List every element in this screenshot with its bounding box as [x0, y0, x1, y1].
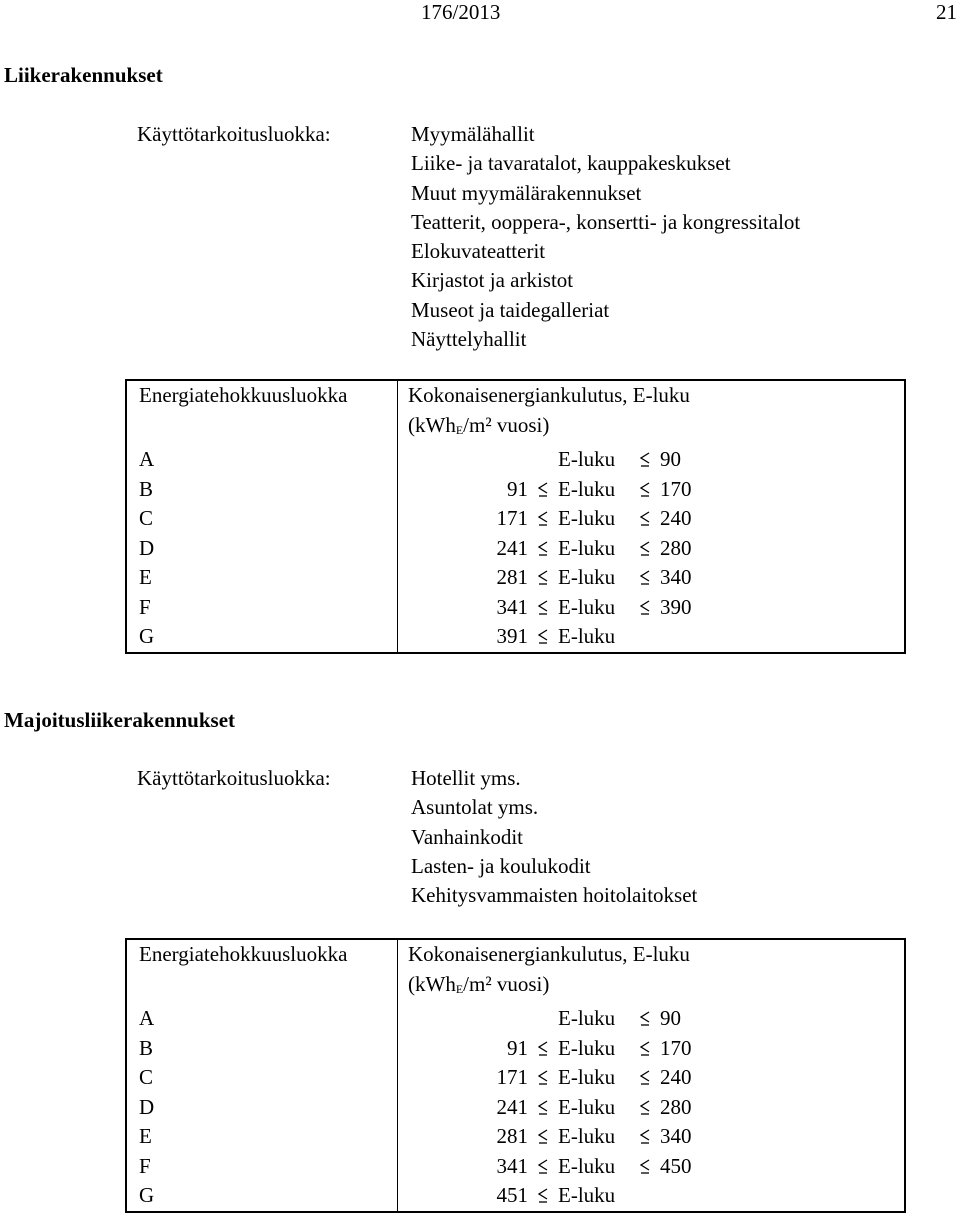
table-header-row	[126, 411, 905, 446]
energy-class: C	[126, 504, 398, 534]
usage-item: Kehitysvammaisten hoitolaitokset	[411, 883, 698, 908]
le-symbol-icon	[630, 1122, 660, 1152]
range-high: 90	[660, 447, 681, 471]
range-label: E-luku	[558, 1124, 616, 1148]
table-row	[126, 1093, 905, 1123]
range-expression	[408, 504, 904, 534]
energy-range	[398, 534, 906, 564]
class-header: Energiatehokkuusluokka	[126, 939, 398, 970]
le-symbol-icon	[630, 534, 660, 564]
range-expression	[408, 593, 904, 623]
range-expression	[408, 622, 904, 652]
range-expression	[408, 445, 904, 475]
le-symbol-icon	[630, 1034, 660, 1064]
range-low: 241	[496, 535, 528, 560]
le-symbol-icon	[630, 445, 660, 475]
range-expression	[408, 1034, 904, 1064]
table-row	[126, 563, 905, 593]
energy-class: F	[126, 1152, 398, 1182]
energy-range	[398, 1034, 906, 1064]
table-row	[126, 1063, 905, 1093]
range-low: 91	[507, 476, 528, 501]
energy-range	[398, 622, 906, 653]
range-expression	[408, 1063, 904, 1093]
range-expression	[408, 563, 904, 593]
le-symbol-icon	[630, 475, 660, 505]
range-low: 171	[496, 1065, 528, 1089]
le-symbol-icon	[528, 1063, 558, 1093]
range-expression	[408, 534, 904, 564]
le-symbol-icon	[630, 1152, 660, 1182]
energy-class: D	[126, 534, 398, 564]
range-high: 280	[660, 535, 692, 560]
unit-header	[398, 411, 906, 446]
unit-prefix: (kWh	[408, 412, 456, 437]
range-low: 281	[496, 1124, 528, 1148]
energy-range	[398, 1063, 906, 1093]
range-label: E-luku	[558, 1006, 616, 1030]
energy-range	[398, 1152, 906, 1182]
range-label: E-luku	[558, 447, 616, 471]
energy-class: G	[126, 1181, 398, 1212]
energy-class-table	[125, 938, 906, 1213]
energy-range	[398, 1181, 906, 1212]
range-high: 240	[660, 506, 692, 530]
usage-item: Lasten- ja koulukodit	[411, 853, 591, 878]
le-symbol-icon	[528, 504, 558, 534]
range-expression	[408, 1004, 904, 1034]
range-label: E-luku	[558, 1183, 616, 1207]
usage-item: Liike- ja tavaratalot, kauppakeskukset	[411, 151, 731, 176]
le-symbol-icon	[528, 563, 558, 593]
usage-item: Näyttelyhallit	[411, 327, 527, 352]
page-header	[0, 0, 960, 29]
energy-range	[398, 504, 906, 534]
le-symbol-icon	[528, 475, 558, 505]
range-low: 341	[496, 1153, 528, 1178]
energy-range	[398, 1093, 906, 1123]
usage-item: Asuntolat yms.	[411, 795, 539, 820]
energy-class-table	[125, 379, 906, 654]
energy-class: A	[126, 445, 398, 475]
range-high: 90	[660, 1006, 681, 1030]
range-low: 451	[496, 1183, 528, 1207]
range-expression	[408, 1122, 904, 1152]
range-high: 170	[660, 476, 692, 501]
range-low: 241	[496, 1094, 528, 1119]
le-symbol-icon	[630, 504, 660, 534]
range-expression	[408, 1093, 904, 1123]
energy-class: E	[126, 1122, 398, 1152]
range-low: 91	[507, 1035, 528, 1060]
table-header-row	[126, 939, 905, 970]
doc-number: 176/2013	[421, 0, 501, 24]
range-label: E-luku	[558, 1065, 616, 1089]
unit-suffix: /m² vuosi)	[463, 412, 550, 437]
table-header-row	[126, 380, 905, 411]
range-expression	[408, 1181, 904, 1211]
usage-item: Museot ja taidegalleriat	[411, 297, 610, 322]
range-label: E-luku	[558, 535, 616, 560]
le-symbol-icon	[630, 593, 660, 623]
table-header-row	[126, 970, 905, 1005]
energy-class: G	[126, 622, 398, 653]
energy-class: C	[126, 1063, 398, 1093]
usage-item: Myymälähallit	[411, 122, 535, 146]
usage-label: Käyttötarkoitusluokka:	[137, 122, 331, 146]
range-high: 450	[660, 1153, 692, 1178]
table-row	[126, 504, 905, 534]
energy-range	[398, 1004, 906, 1034]
unit-subscript: E	[455, 422, 464, 437]
energy-class: E	[126, 563, 398, 593]
table-row	[126, 1152, 905, 1182]
range-label: E-luku	[558, 1153, 616, 1178]
unit-header	[398, 970, 906, 1005]
energy-class: B	[126, 475, 398, 505]
table-row	[126, 1034, 905, 1064]
table-row	[126, 593, 905, 623]
le-symbol-icon	[528, 1152, 558, 1182]
range-label: E-luku	[558, 1094, 616, 1119]
usage-item: Teatterit, ooppera-, konsertti- ja kongressitalot	[411, 209, 801, 234]
energy-range	[398, 1122, 906, 1152]
range-expression	[408, 475, 904, 505]
usage-label: Käyttötarkoitusluokka:	[137, 766, 331, 790]
range-high: 240	[660, 1065, 692, 1089]
range-high: 170	[660, 1035, 692, 1060]
usage-item: Kirjastot ja arkistot	[411, 268, 574, 293]
table-row	[126, 622, 905, 653]
energy-range	[398, 593, 906, 623]
le-symbol-icon	[528, 534, 558, 564]
energy-range	[398, 475, 906, 505]
range-low: 341	[496, 594, 528, 619]
usage-list	[411, 764, 697, 910]
range-expression	[408, 1152, 904, 1182]
class-header: Energiatehokkuusluokka	[126, 380, 398, 411]
consumption-header: Kokonaisenergiankulutus, E-luku	[408, 942, 690, 966]
unit-prefix: (kWh	[408, 971, 456, 996]
le-symbol-icon	[528, 1181, 558, 1211]
energy-class: F	[126, 593, 398, 623]
le-symbol-icon	[528, 1093, 558, 1123]
energy-range	[398, 563, 906, 593]
class-header-empty	[126, 970, 398, 1005]
range-low: 391	[496, 624, 528, 648]
table-row	[126, 1122, 905, 1152]
range-label: E-luku	[558, 476, 616, 501]
section-title: Majoitusliikerakennukset	[4, 708, 236, 732]
le-symbol-icon	[528, 622, 558, 652]
le-symbol-icon	[630, 1063, 660, 1093]
range-label: E-luku	[558, 565, 616, 589]
range-high: 340	[660, 565, 692, 589]
usage-list	[411, 120, 800, 354]
range-high: 340	[660, 1124, 692, 1148]
range-low: 281	[496, 565, 528, 589]
usage-item: Muut myymälärakennukset	[411, 180, 642, 205]
energy-range	[398, 445, 906, 475]
table-row	[126, 534, 905, 564]
range-label: E-luku	[558, 594, 616, 619]
usage-item: Vanhainkodit	[411, 824, 523, 849]
range-low: 171	[496, 506, 528, 530]
table-row	[126, 445, 905, 475]
le-symbol-icon	[630, 563, 660, 593]
le-symbol-icon	[528, 1034, 558, 1064]
le-symbol-icon	[528, 593, 558, 623]
range-label: E-luku	[558, 506, 616, 530]
usage-item: Elokuvateatterit	[411, 239, 546, 264]
consumption-header: Kokonaisenergiankulutus, E-luku	[408, 383, 690, 407]
range-label: E-luku	[558, 1035, 616, 1060]
table-row	[126, 475, 905, 505]
energy-class: B	[126, 1034, 398, 1064]
unit-suffix: /m² vuosi)	[463, 971, 550, 996]
range-high: 280	[660, 1094, 692, 1119]
table-row	[126, 1004, 905, 1034]
range-label: E-luku	[558, 624, 616, 648]
usage-item: Hotellit yms.	[411, 766, 521, 790]
table-row	[126, 1181, 905, 1212]
section-title: Liikerakennukset	[4, 63, 163, 87]
class-header-empty	[126, 411, 398, 446]
range-high: 390	[660, 594, 692, 619]
energy-class: D	[126, 1093, 398, 1123]
energy-class: A	[126, 1004, 398, 1034]
page-number: 21	[936, 0, 957, 24]
le-symbol-icon	[528, 1122, 558, 1152]
unit-subscript: E	[455, 981, 464, 996]
le-symbol-icon	[630, 1004, 660, 1034]
le-symbol-icon	[630, 1093, 660, 1123]
